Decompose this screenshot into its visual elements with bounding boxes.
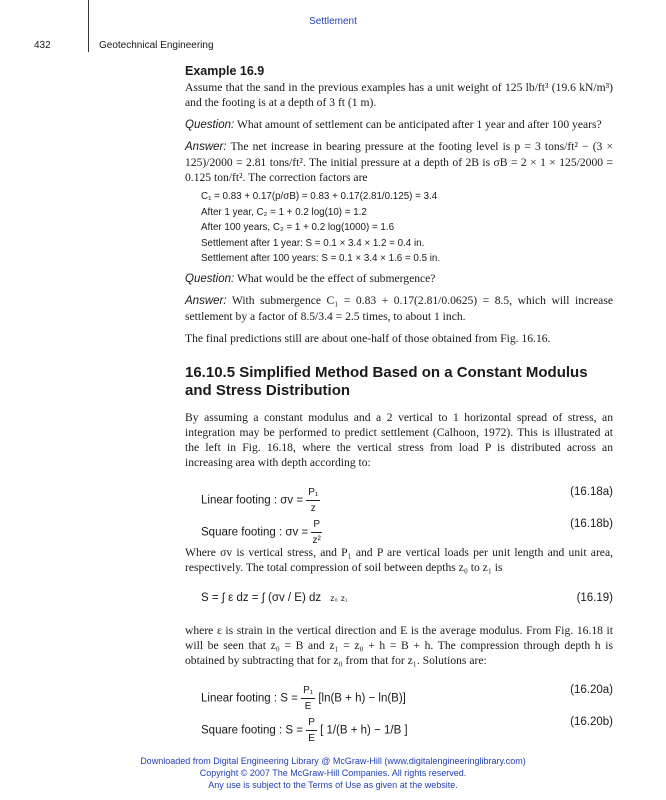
answer-1-text: The net increase in bearing pressure at the footing level is p = 3 tons/ft² − (3 × 125)/2000 = 2.81 tons/ft². The initial pressure at a depth of 2B is σB = 2 × 1 × 125/2000 = 0.125 ton/ft². The correction factors are <box>185 139 613 185</box>
eq19-lower-limit: z₀ <box>330 593 338 603</box>
question-2-text: What would be the effect of submergence? <box>236 271 436 285</box>
eq19-text: S = ∫ ε dz = ∫ (σv / E) dz <box>201 591 322 604</box>
calc-line-3: After 100 years, C₂ = 1 + 0.2 log(1000) = 1.6 <box>201 222 395 234</box>
eq20b-denominator: E <box>308 732 315 744</box>
question-2-label: Question: <box>185 272 235 285</box>
answer-2-text: With submergence C₁ = 0.83 + 0.17(2.81/0.0625) = 8.5, which will increase settlement by a factor of 8.5/3.4 = 2.5 times, to about 1 inch. <box>185 294 613 324</box>
calc-line-2: After 1 year, C₂ = 1 + 0.2 log(10) = 1.2 <box>201 206 367 218</box>
eq20b-rest: [ 1/(B + h) − 1/B ] <box>320 724 408 737</box>
equation-16-19 <box>185 579 613 619</box>
calc-line-5: Settlement after 100 years: S = 0.1 × 3.4 × 1.6 = 0.5 in. <box>201 253 441 265</box>
eq20a-number: (16.20a) <box>570 683 613 696</box>
section-para-3: where ε is strain in the vertical direction and E is the average modulus. From Fig. 16.18 it will be seen that z₀ = B and z₁ = z₀ + h = B + h. The compression through depth h is obtained by subtracting that for z₀ from that for z₁. Solutions are: <box>185 623 613 668</box>
page-number: 432 <box>34 40 51 51</box>
answer-1 <box>185 139 613 186</box>
running-title: Settlement <box>309 16 357 27</box>
eq20a-denominator: E <box>304 700 312 712</box>
equation-16-20b <box>185 707 613 744</box>
section-para-2: Where σv is vertical stress, and P₁ and P are vertical loads per unit length and unit area, respectively. The total compression of soil between depths z₀ to z₁ is <box>185 545 613 574</box>
equation-16-18b <box>185 509 613 546</box>
calc-line-1: C₁ = 0.83 + 0.17(p/σB) = 0.83 + 0.17(2.81/0.125) = 3.4 <box>201 191 438 203</box>
eq18a-label: Linear footing : σv = <box>201 494 304 507</box>
book-title: Geotechnical Engineering <box>99 40 214 51</box>
eq18b-number: (16.18b) <box>570 517 613 530</box>
answer-1-label: Answer: <box>185 140 227 153</box>
eq20b-numerator: P <box>306 715 317 731</box>
eq20b-label: Square footing : S = <box>201 724 303 737</box>
eq18b-numerator: P <box>311 517 322 533</box>
eq18a-numerator: P₁ <box>306 485 320 501</box>
question-1 <box>185 117 613 133</box>
answer-2 <box>185 293 613 324</box>
eq19-upper-limit: z₁ <box>340 593 348 603</box>
footer-terms: Any use is subject to the Terms of Use as given at the website. <box>208 780 458 790</box>
question-1-label: Question: <box>185 118 235 131</box>
example-intro: Assume that the sand in the previous examples has a unit weight of 125 lb/ft³ (19.6 kN/m³) and the footing is at a depth of 3 ft (1 m). <box>185 81 613 110</box>
equation-16-20a <box>185 675 613 712</box>
equation-16-18a <box>185 477 613 514</box>
eq19-number: (16.19) <box>576 591 613 604</box>
eq18a-denominator: z <box>310 502 316 514</box>
example-title: Example 16.9 <box>185 64 265 78</box>
footer-copyright: Copyright © 2007 The McGraw-Hill Companies. All rights reserved. <box>199 768 467 778</box>
answer-2-label: Answer: <box>185 295 227 308</box>
calc-line-4: Settlement after 1 year: S = 0.1 × 3.4 × 1.2 = 0.4 in. <box>201 237 425 249</box>
footer-download-link[interactable]: Downloaded from Digital Engineering Library @ McGraw-Hill (www.digitalengineeringlibrary.com) <box>140 756 526 766</box>
header-divider <box>88 0 89 52</box>
eq18a-number: (16.18a) <box>570 485 613 498</box>
question-2 <box>185 271 613 287</box>
question-1-text: What amount of settlement can be anticipated after 1 year and after 100 years? <box>236 117 602 131</box>
eq20a-rest: [ln(B + h) − ln(B)] <box>318 692 406 705</box>
eq20a-numerator: P₁ <box>301 683 315 699</box>
example-final: The final predictions still are about one-half of those obtained from Fig. 16.16. <box>185 331 551 345</box>
eq18b-denominator: z² <box>312 534 321 546</box>
main-content <box>185 64 613 744</box>
section-heading: 16.10.5 Simplified Method Based on a Constant Modulus and Stress Distribution <box>185 363 588 399</box>
eq20a-label: Linear footing : S = <box>201 692 298 705</box>
eq18b-label: Square footing : σv = <box>201 526 309 539</box>
eq20b-number: (16.20b) <box>570 715 613 728</box>
section-para-1: By assuming a constant modulus and a 2 vertical to 1 horizontal spread of stress, an integration may be performed to predict settlement (Calhoon, 1972). This is illustrated at the left in Fig. 16.18, where the vertical stress from load P is distributed across an increasing area with depth according to: <box>185 410 613 470</box>
